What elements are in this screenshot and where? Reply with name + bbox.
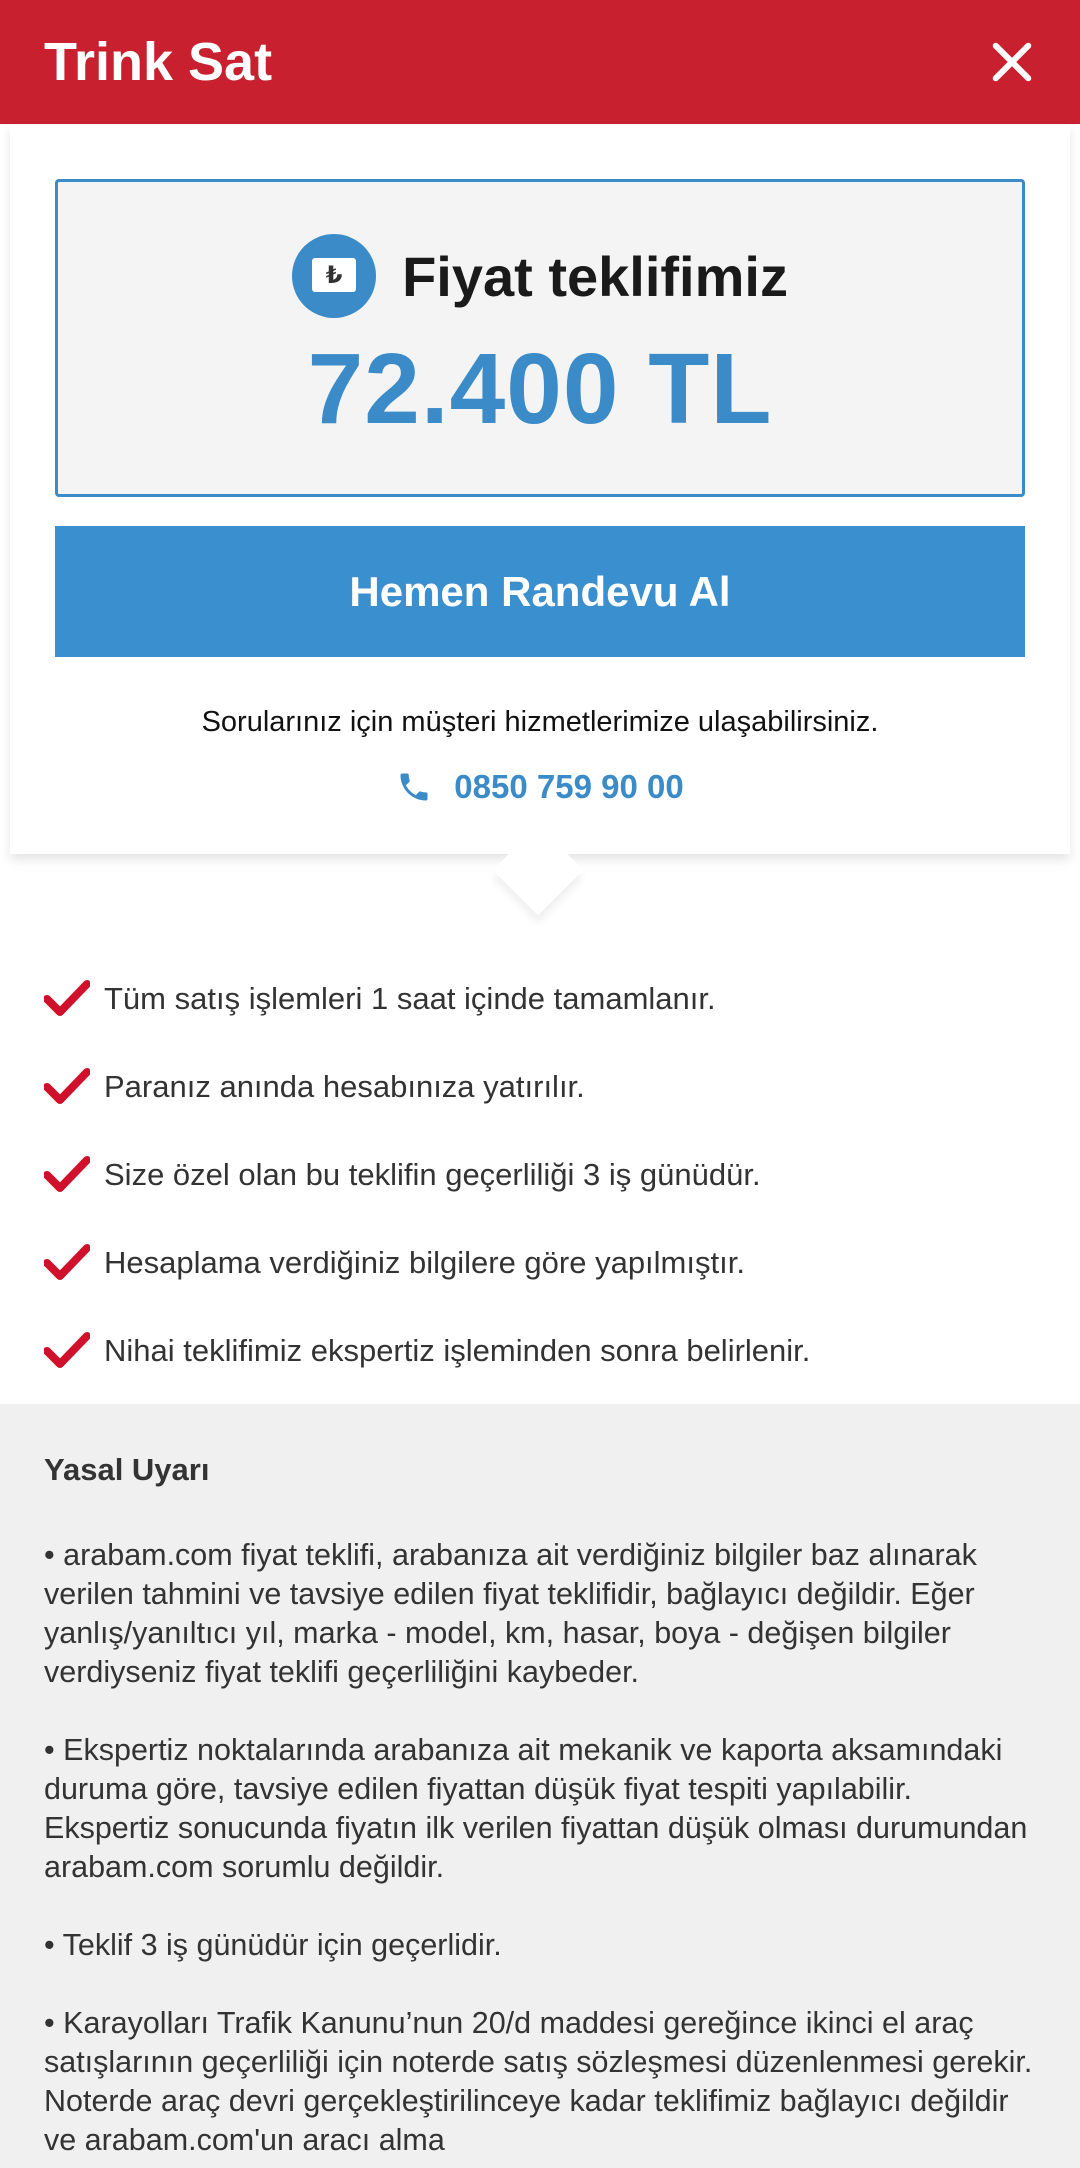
price-value: 72.400 TL bbox=[307, 333, 773, 445]
feature-list bbox=[44, 955, 1044, 1395]
checkmark-icon bbox=[44, 1155, 90, 1195]
book-appointment-button[interactable]: Hemen Randevu Al bbox=[55, 526, 1025, 657]
support-text: Sorularınız için müşteri hizmetlerimize ulaşabilirsiniz. bbox=[201, 706, 879, 738]
turkish-lira-icon bbox=[292, 234, 376, 318]
legal-title: Yasal Uyarı bbox=[44, 1452, 210, 1487]
checkmark-icon bbox=[44, 1243, 90, 1283]
legal-paragraph: • Ekspertiz noktalarında arabanıza ait mekanik ve kaporta aksamındaki duruma göre, tavsiye edilen fiyattan düşük fiyat tespiti yapılabilir. Ekspertiz sonucunda fiyatın ilk verilen fiyattan düşük olması durumundan arabam.com sorumlu değildir. bbox=[44, 1733, 1028, 1884]
phone-row[interactable] bbox=[0, 768, 1080, 806]
checkmark-icon bbox=[44, 1067, 90, 1107]
feature-text: Tüm satış işlemleri 1 saat içinde tamamlanır. bbox=[104, 981, 716, 1016]
feature-item bbox=[44, 1219, 1044, 1307]
legal-paragraph: • Teklif 3 iş günüdür için geçerlidir. bbox=[44, 1928, 502, 1962]
feature-text: Size özel olan bu teklifin geçerliliği 3 iş günüdür. bbox=[104, 1157, 761, 1192]
feature-item bbox=[44, 1307, 1044, 1395]
feature-item bbox=[44, 1043, 1044, 1131]
phone-link[interactable]: 0850 759 90 00 bbox=[454, 768, 684, 805]
price-label: Fiyat teklifimiz bbox=[402, 244, 788, 308]
app-bar bbox=[0, 0, 1080, 124]
checkmark-icon bbox=[44, 979, 90, 1019]
legal-paragraph: • arabam.com fiyat teklifi, arabanıza ait verdiğiniz bilgiler baz alınarak verilen tahmini ve tavsiye edilen fiyat teklifidir, bağlayıcı değildir. Eğer yanlış/yanıltıcı yıl, marka - model, km, hasar, boya - değişen bilgiler verdiyseniz fiyat teklifi geçerliliğini kaybeder. bbox=[44, 1538, 977, 1689]
close-icon[interactable] bbox=[984, 34, 1040, 90]
price-header bbox=[58, 234, 1022, 318]
feature-item bbox=[44, 955, 1044, 1043]
checkmark-icon bbox=[44, 1331, 90, 1371]
feature-text: Nihai teklifimiz ekspertiz işleminden sonra belirlenir. bbox=[104, 1333, 811, 1368]
page-title: Trink Sat bbox=[44, 32, 273, 92]
feature-text: Hesaplama verdiğiniz bilgilere göre yapılmıştır. bbox=[104, 1245, 745, 1280]
price-box bbox=[55, 179, 1025, 497]
banknote-icon: ₺ bbox=[312, 258, 356, 292]
phone-icon bbox=[396, 769, 432, 805]
feature-text: Paranız anında hesabınıza yatırılır. bbox=[104, 1069, 585, 1104]
feature-item bbox=[44, 1131, 1044, 1219]
legal-paragraph: • Karayolları Trafik Kanunu’nun 20/d maddesi gereğince ikinci el araç satışlarının geçerliliği için noterde satış sözleşmesi düzenlenmesi gerekir. Noterde araç devri gerçekleştirilinceye kadar teklifimiz bağlayıcı değildir ve arabam.com'un aracı alma bbox=[44, 2006, 1033, 2157]
legal-warning-section bbox=[0, 1404, 1080, 2168]
